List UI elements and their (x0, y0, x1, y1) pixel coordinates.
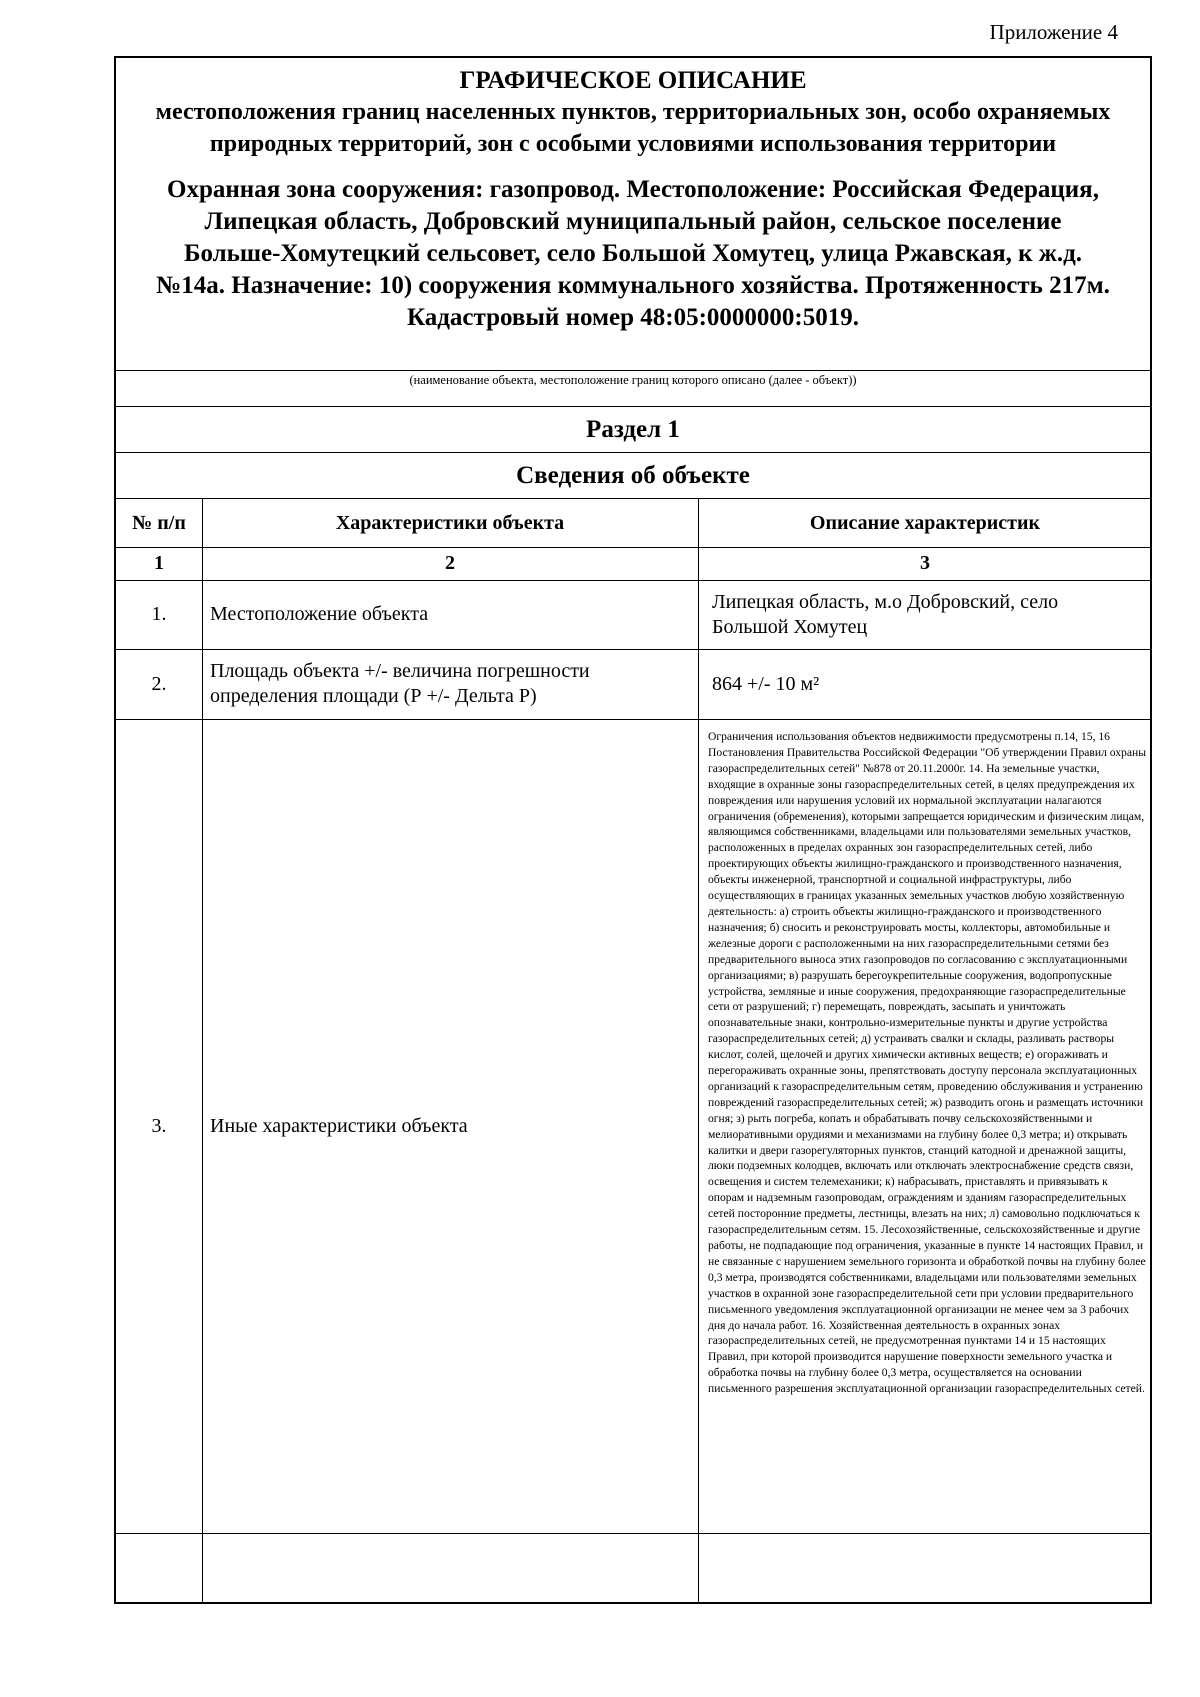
row-2-num: 2. (151, 672, 167, 695)
column-number-1: 1 (154, 552, 164, 574)
header-cell-characteristic: Характеристики объекта (335, 511, 565, 534)
empty-row (116, 1533, 1152, 1604)
appendix-label: Приложение 4 (989, 20, 1118, 44)
document-subtitle: местоположения границ населенных пунктов, территориальных зон, особо охраняемых природных территорий, зон с особыми условиями использования территории (155, 99, 1111, 157)
row-1-num: 1. (151, 603, 167, 625)
row-2-characteristic: Площадь объекта +/- величина погрешности определения площади (Р +/- Дельта Р) (210, 660, 590, 707)
document-title: ГРАФИЧЕСКОЕ ОПИСАНИЕ (459, 67, 807, 94)
row-1-description: Липецкая область, м.о Добровский, село Большой Хомутец (712, 590, 1059, 638)
row-2-description: 864 +/- 10 м² (712, 672, 820, 695)
section-title: Раздел 1 (116, 407, 1150, 453)
object-name: Охранная зона сооружения: газопровод. Местоположение: Российская Федерация, Липецкая область, Добровский муниципальный район, сельское поселение Больше-Хомутецкий сельсовет, село Большой Хомутец, улица Ржавская, к ж.д. №14а. Назначение: 10) сооружения коммунального хозяйства. Протяженность 217м. Кадастровый номер 48:05:0000000:5019. (156, 176, 1110, 331)
header-cell-num: № п/п (132, 511, 186, 534)
header-cell-description: Описание характеристик (809, 511, 1041, 534)
document-header (116, 58, 1150, 371)
row-3-num: 3. (151, 1114, 167, 1137)
row-1-characteristic: Местоположение объекта (210, 603, 429, 625)
row-3-description: Ограничения использования объектов недвижимости предусмотрены п.14, 15, 16 Постановления Правительства Российской Федерации "Об утверждении Правил охраны газораспределительных сетей" №878 от 20.11.2000г. 14. На земельные участки, входящие в охранные зоны газораспределительных сетей, в целях предупреждения их повреждения или нарушения условий их нормальной эксплуатации налагаются ограничения (обременения), которыми запрещается юридическим и физическим лицам, являющимся собственниками, владельцами или пользователями земельных участков, расположенных в пределах охранных зон газораспределительных сетей, либо проектирующих объекты жилищно-гражданского и производственного назначения, объекты инженерной, транспортной и социальной инфраструктуры, либо осуществляющих в границах указанных земельных участков любую хозяйственную деятельность: а) строить объекты жилищно-гражданского и производственного назначения; б) сносить и реконструировать мосты, коллекторы, автомобильные и железные дороги с расположенными на них газораспределительными сетями без предварительного выноса этих газопроводов по согласованию с эксплуатационными организациями; в) разрушать берегоукрепительные сооружения, водопропускные устройства, земляные и иные сооружения, предохраняющие газораспределительные сети от разрушений; г) перемещать, повреждать, засыпать и уничтожать опознавательные знаки, контрольно-измерительные пункты и другие устройства газораспределительных сетей; д) устраивать свалки и склады, разливать растворы кислот, солей, щелочей и других химически активных веществ; е) огораживать и перегораживать охранные зоны, препятствовать доступу персонала эксплуатационных организаций к газораспределительным сетям, проведению обслуживания и устранению повреждений газораспределительных сетей; ж) разводить огонь и размещать источники огня; з) рыть погреба, копать и обрабатывать почву сельскохозяйственными и мелиоративными орудиями и механизмами на глубину более 0,3 метра; и) открывать калитки и двери газорегуляторных пунктов, станций катодной и дренажной защиты, люки подземных колодцев, включать или отключать электроснабжение средств связи, освещения и систем телемеханики; к) набрасывать, приставлять и привязывать к опорам и надземным газопроводам, ограждениям и зданиям газораспределительных сетей посторонние предметы, лестницы, влезать на них; л) самовольно подключаться к газораспределительным сетям. 15. Лесохозяйственные, сельскохозяйственные и другие работы, не подпадающие под ограничения, указанные в пункте 14 настоящих Правил, и не связанные с нарушением земельного горизонта и обработкой почвы на глубину более 0,3 метра, производятся собственниками, владельцами или пользователями земельных участков в охранной зоне газораспределительной сети при условии предварительного письменного уведомления эксплуатационной организации не менее чем за 3 рабочих дня до начала работ. 16. Хозяйственная деятельность в охранных зонах газораспределительных сетей, не предусмотренная пунктами 14 и 15 настоящих Правил, при которой производится нарушение поверхности земельного участка и обработка почвы на глубину более 0,3 метра, осуществляется на основании письменного разрешения эксплуатационной организации газораспределительных сетей. (708, 730, 1146, 1396)
document-frame (114, 56, 1152, 1604)
object-caption: (наименование объекта, местоположение границ которого описано (далее - объект)) (116, 371, 1150, 407)
column-number-2: 2 (445, 552, 455, 574)
column-number-3: 3 (920, 552, 930, 574)
section-subtitle: Сведения об объекте (116, 453, 1150, 499)
row-3-characteristic: Иные характеристики объекта (210, 1114, 468, 1137)
